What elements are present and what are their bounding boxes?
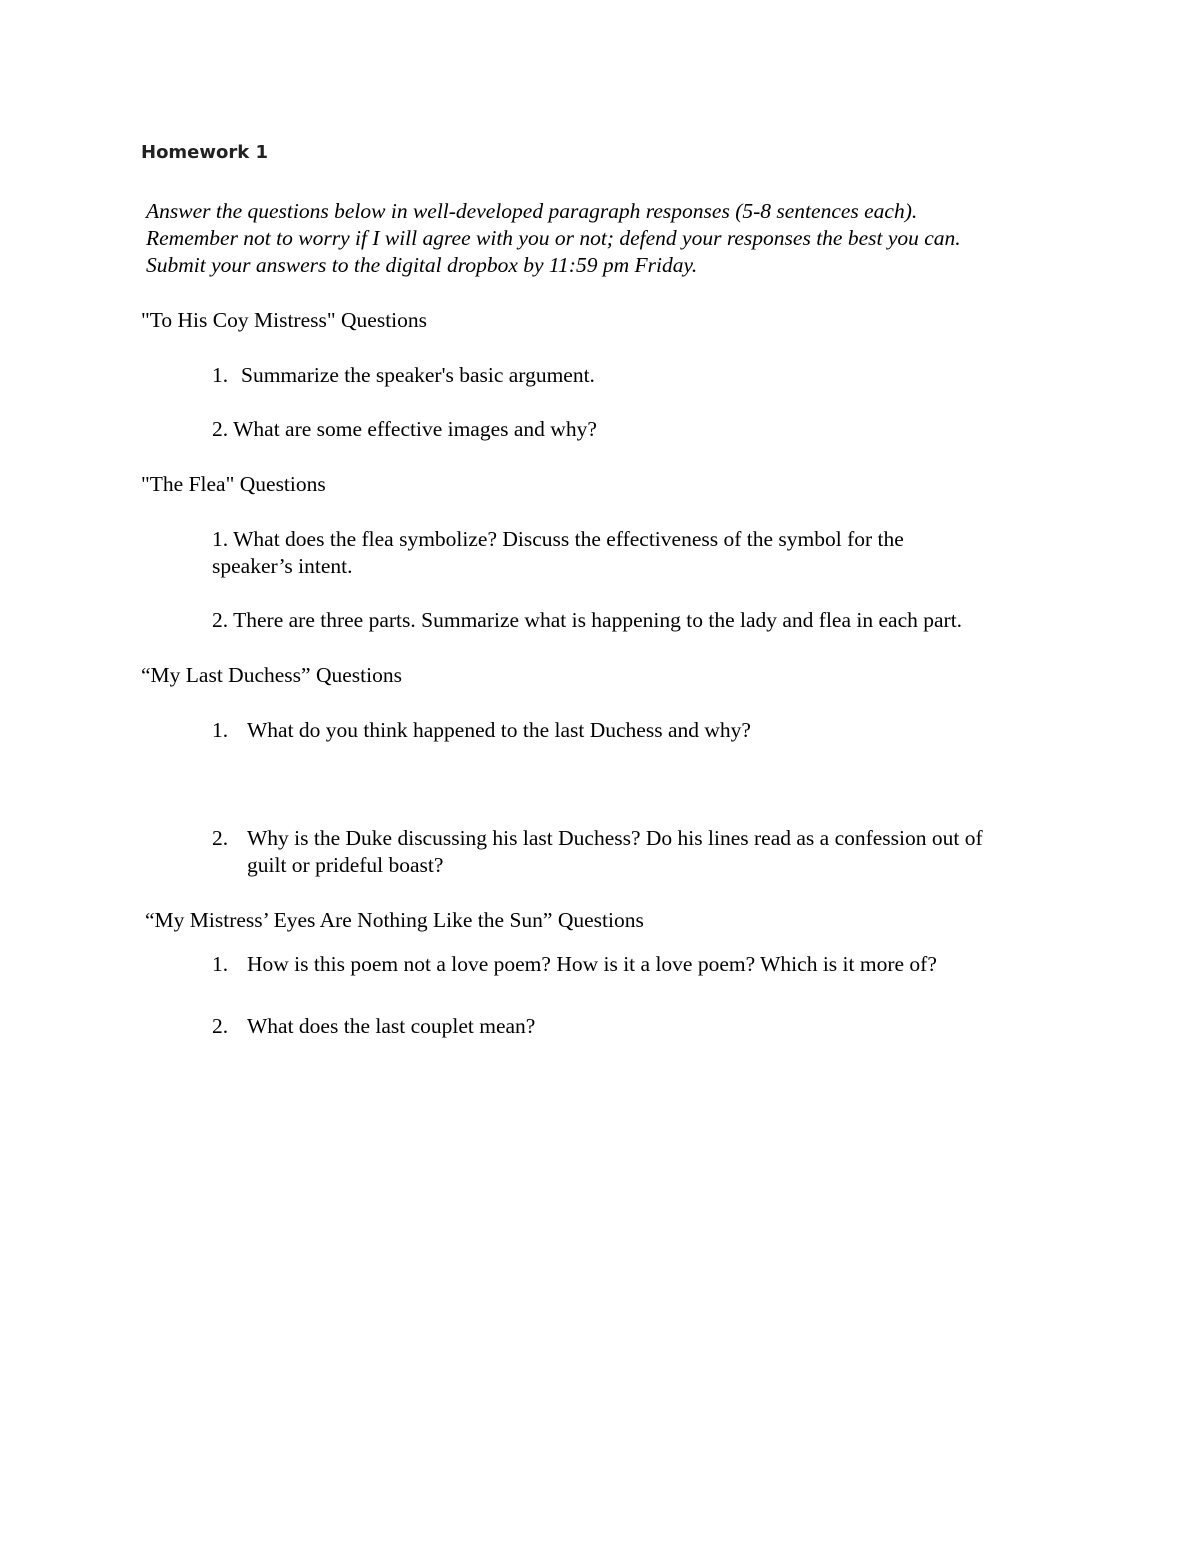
question-number: 1.: [212, 718, 229, 742]
question-item: [212, 825, 1112, 879]
section-heading: “My Mistress’ Eyes Are Nothing Like the Sun” Questions: [145, 908, 644, 932]
question-number: 2.: [212, 826, 229, 850]
instruction-line: Remember not to worry if I will agree with you or not; defend your responses the best you can.: [146, 226, 961, 250]
question-item: [212, 526, 904, 580]
question-text: What do you think happened to the last Duchess and why?: [247, 718, 751, 742]
question-text: Summarize the speaker's basic argument.: [241, 363, 595, 387]
instruction-line: Answer the questions below in well-developed paragraph responses (5-8 sentences each).: [146, 199, 918, 223]
instruction-line: Submit your answers to the digital dropbox by 11:59 pm Friday.: [146, 253, 698, 277]
question-text: What does the last couplet mean?: [247, 1014, 536, 1038]
instructions-block: [146, 198, 961, 279]
question-text: There are three parts. Summarize what is happening to the lady and flea in each part.: [233, 608, 963, 632]
question-body: [247, 825, 983, 879]
question-number: 1.: [212, 952, 229, 976]
question-text-continued: guilt or prideful boast?: [247, 853, 444, 877]
question-item: [212, 362, 1012, 389]
question-number: 2.: [212, 608, 229, 632]
section-heading: "To His Coy Mistress" Questions: [141, 308, 428, 332]
question-item: [212, 416, 597, 443]
question-text: How is this poem not a love poem? How is it a love poem? Which is it more of?: [247, 952, 937, 976]
question-item: [212, 951, 1112, 978]
section-heading: "The Flea" Questions: [141, 472, 326, 496]
question-text-continued: speaker’s intent.: [212, 554, 353, 578]
question-number: 2.: [212, 417, 229, 441]
question-number: 1.: [212, 363, 229, 387]
question-number: 1.: [212, 527, 229, 551]
question-item: [212, 1013, 1112, 1040]
question-text: What are some effective images and why?: [233, 417, 597, 441]
page-title: Homework 1: [141, 142, 269, 163]
question-text: What does the flea symbolize? Discuss the effectiveness of the symbol for the: [233, 527, 904, 551]
question-item: [212, 717, 1112, 744]
question-number: 2.: [212, 1014, 229, 1038]
question-item: [212, 607, 962, 634]
question-text: Why is the Duke discussing his last Duchess? Do his lines read as a confession out of: [247, 826, 983, 850]
section-heading: “My Last Duchess” Questions: [141, 663, 402, 687]
